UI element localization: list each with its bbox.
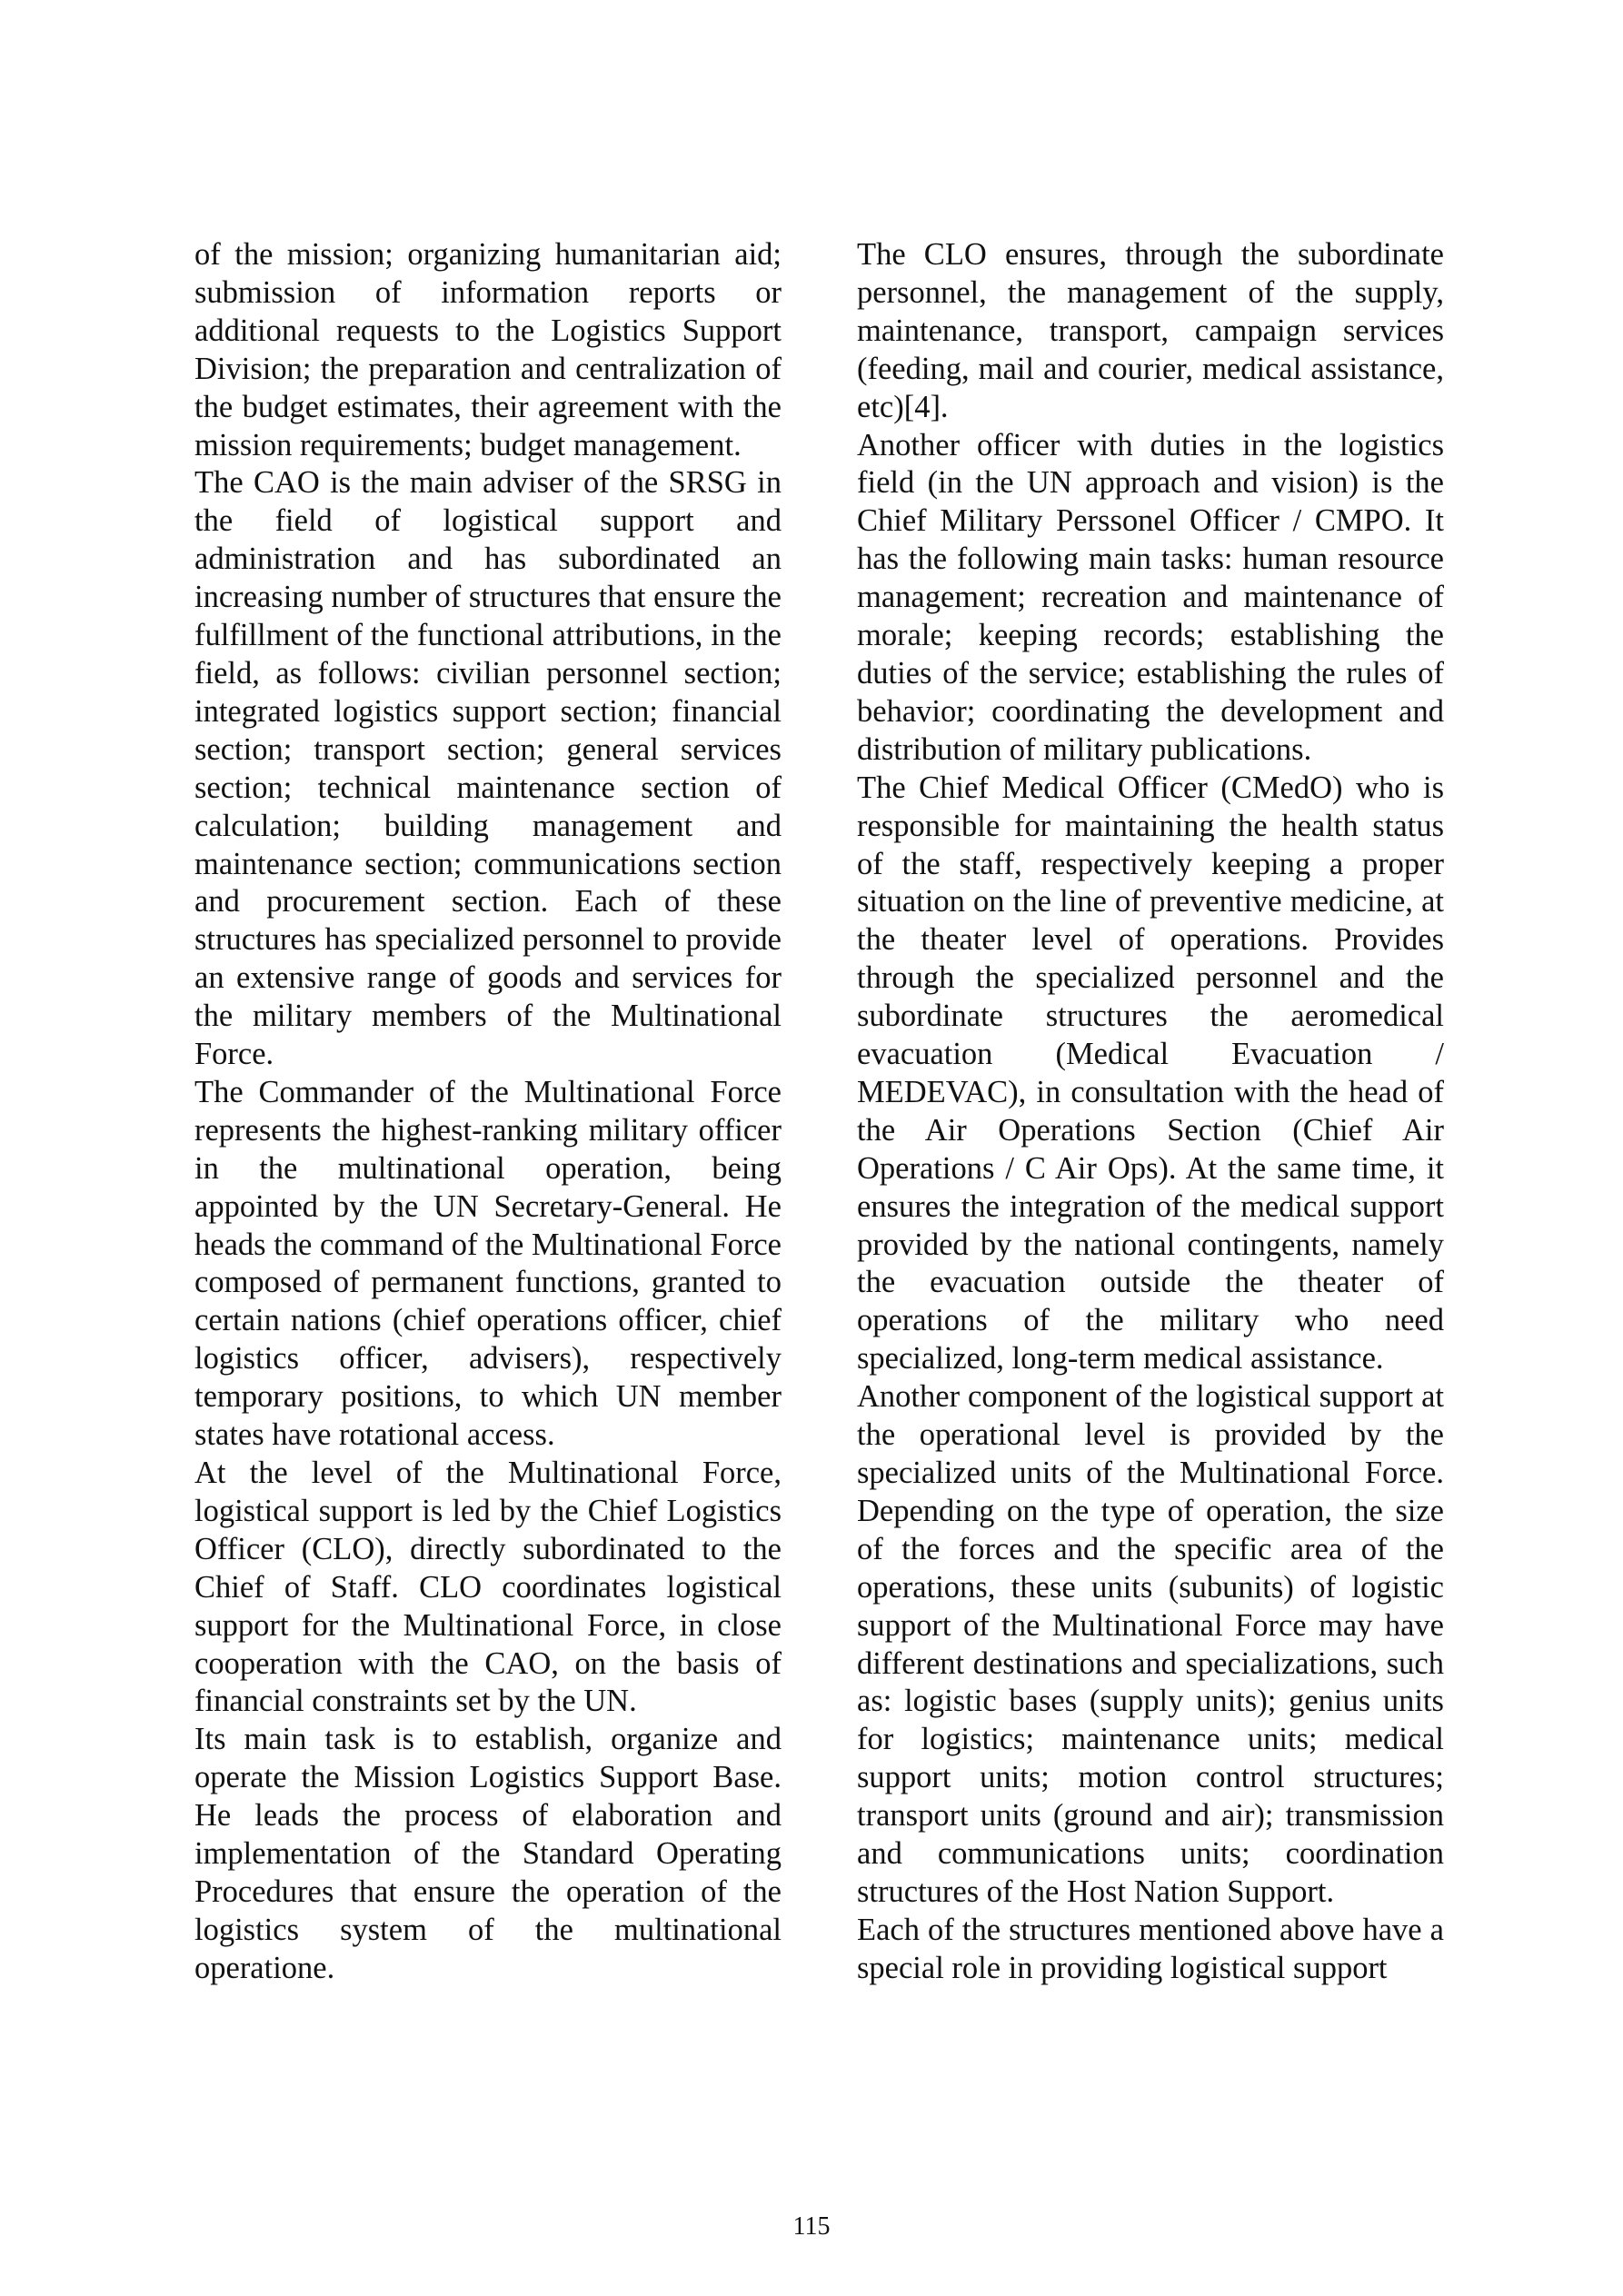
left-column [194, 236, 782, 1988]
paragraph: of the mission; organizing humanitarian aid; submission of information reports or additional requests to the Logistics Support Division; the preparation and centralization of the budget estimates, their agreement with the mission requirements; budget management. [194, 237, 782, 462]
paragraph: The Commander of the Multinational Force represents the highest-ranking military officer in the multinational operation, being appointed by the UN Secretary-General. He heads the command of the Multinational Force composed of permanent functions, granted to certain nations (chief operations officer, chief logistics officer, advisers), respectively temporary positions, to which UN member states have rotational access. [194, 1074, 782, 1453]
paragraph: Another officer with duties in the logistics field (in the UN approach and vision) is the Chief Military Perssonel Officer / CMPO. It has the following main tasks: human resource management; recreation and maintenance of morale; keeping records; establishing the duties of the service; establishing the rules of behavior; coordinating the development and distribution of military publications. [857, 427, 1444, 767]
paragraph: Its main task is to establish, organize and operate the Mission Logistics Support Base. He leads the process of elaboration and implementation of the Standard Operating Procedures that ensure the operation of the logistics system of the multinational operatione. [194, 1722, 782, 1985]
paragraph: Each of the structures mentioned above have a special role in providing logistical support [857, 1912, 1444, 1985]
page-number: 115 [792, 2212, 831, 2241]
paragraph: The CLO ensures, through the subordinate personnel, the management of the supply, maintenance, transport, campaign services (feeding, mail and courier, medical assistance, etc)[4]. [857, 237, 1444, 424]
paragraph: The CAO is the main adviser of the SRSG in the field of logistical support and administration and has subordinated an increasing number of structures that ensure the fulfillment of the functional attributions, in the field, as follows: civilian personnel section; integrated logistics support section; financial section; transport section; general services section; technical maintenance section of calculation; building management and maintenance section; communications section and procurement section. Each of these structures has specialized personnel to provide an extensive range of goods and services for the military members of the Multinational Force. [194, 465, 782, 1072]
paragraph: The Chief Medical Officer (CMedO) who is responsible for maintaining the health status of the staff, respectively keeping a proper situation on the line of preventive medicine, at the theater level of operations. Provides through the specialized personnel and the subordinate structures the aeromedical evacuation (Medical Evacuation / MEDEVAC), in consultation with the head of the Air Operations Section (Chief Air Operations / C Air Ops). At the same time, it ensures the integration of the medical support provided by the national contingents, namely the evacuation outside the theater of operations of the military who need specialized, long-term medical assistance. [857, 770, 1444, 1377]
paragraph: Another component of the logistical support at the operational level is provided by the specialized units of the Multinational Force. Depending on the type of operation, the size of the forces and the specific area of the operations, these units (subunits) of logistic support of the Multinational Force may have different destinations and specializations, such as: logistic bases (supply units); genius units for logistics; maintenance units; medical support units; motion control structures; transport units (ground and air); transmission and communications units; coordination structures of the Host Nation Support. [857, 1379, 1444, 1909]
right-column [857, 236, 1444, 1988]
paragraph: At the level of the Multinational Force, logistical support is led by the Chief Logistics Officer (CLO), directly subordinated to the Chief of Staff. CLO coordinates logistical support for the Multinational Force, in close cooperation with the CAO, on the basis of financial constraints set by the UN. [194, 1456, 782, 1719]
